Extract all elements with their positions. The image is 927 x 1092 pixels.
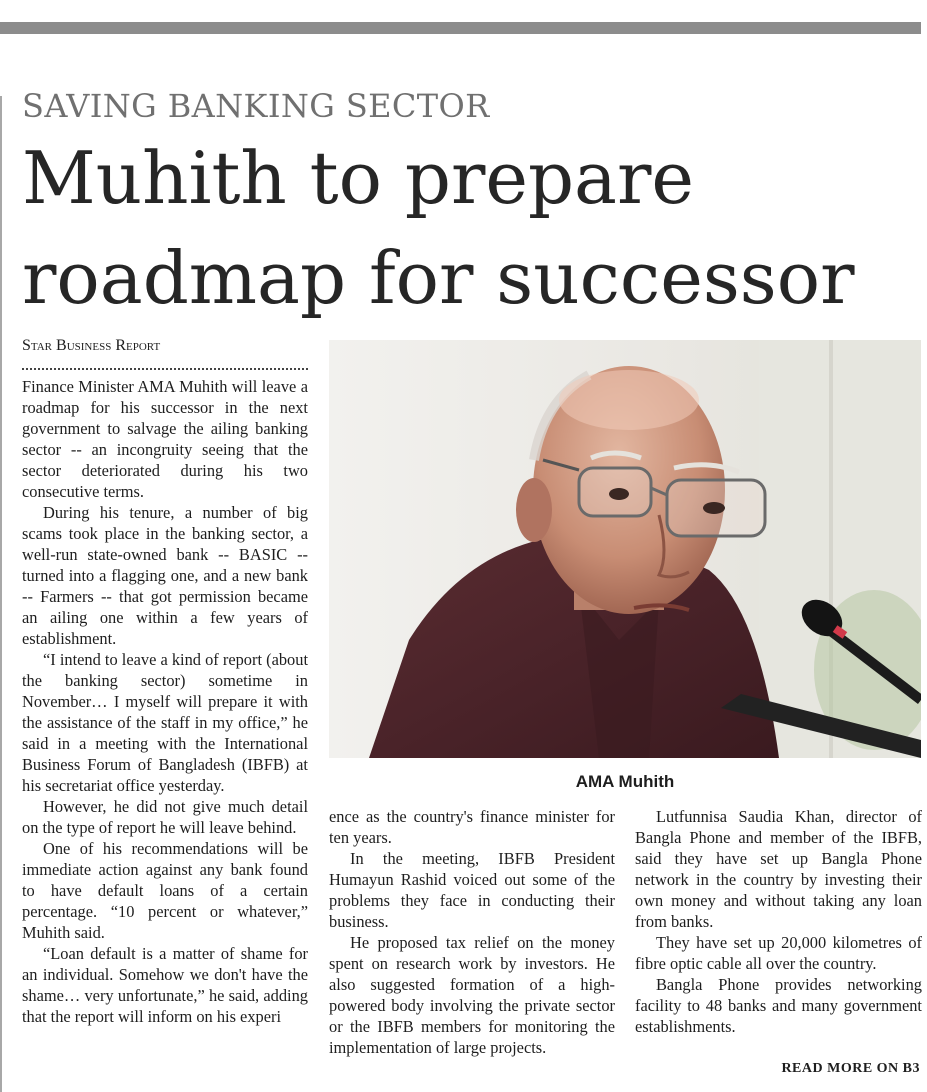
paragraph: ence as the country's finance minister for ten years. [329, 807, 615, 847]
article-column-3 [635, 806, 922, 1037]
paragraph: Finance Minister AMA Muhith will leave a roadmap for his successor in the next government to salvage the ailing banking sector -- an incongruity seeing that the sector deteriorated during his two consecutive terms. [22, 377, 308, 501]
paragraph: Lutfunnisa Saudia Khan, director of Bangla Phone and member of the IBFB, said they have set up Bangla Phone network in the country by investing their own money and without taking any loan from banks. [635, 807, 922, 931]
paragraph: Bangla Phone provides networking facility to 48 banks and many government establishments. [635, 975, 922, 1036]
paragraph: They have set up 20,000 kilometres of fibre optic cable all over the country. [635, 933, 922, 973]
headline-line-2: roadmap for successor [22, 236, 855, 320]
paragraph: In the meeting, IBFB President Humayun Rashid voiced out some of the problems they face in conducting their business. [329, 849, 615, 931]
article-column-1 [22, 376, 308, 1027]
paragraph: During his tenure, a number of big scams took place in the banking sector, a well-run state-owned bank -- BASIC -- turned into a flagging one, and a new bank -- Farmers -- that got permission became an ailing one within a few years of establishment. [22, 503, 308, 648]
portrait-illustration [329, 340, 921, 758]
article-column-2 [329, 806, 615, 1058]
paragraph: He proposed tax relief on the money spent on research work by investors. He also suggested formation of a high-powered body involving the private sector or the IBFB members for monitoring the implementation of large projects. [329, 933, 615, 1057]
byline-divider [22, 368, 308, 370]
read-more-link[interactable]: READ MORE ON B3 [781, 1061, 920, 1076]
left-rule [0, 96, 2, 1092]
article-photo [329, 340, 921, 758]
byline: Star Business Report [22, 337, 161, 354]
paragraph: However, he did not give much detail on the type of report he will leave behind. [22, 797, 308, 837]
kicker: SAVING BANKING SECTOR [22, 87, 490, 125]
top-rule [0, 22, 921, 34]
photo-caption: AMA Muhith [575, 772, 675, 791]
headline-line-1: Muhith to prepare [22, 136, 695, 220]
paragraph: One of his recommendations will be immediate action against any bank found to have default loans of a certain percentage. “10 percent or whatever,” Muhith said. [22, 839, 308, 942]
paragraph: “I intend to leave a kind of report (about the banking sector) sometime in November… I myself will prepare it with the assistance of the staff in my office,” he said in a meeting with the International Business Forum of Bangladesh (IBFB) at his secretariat office yesterday. [22, 650, 308, 795]
headline [22, 128, 922, 328]
paragraph: “Loan default is a matter of shame for an individual. Somehow we don't have the shame… very unfortunate,” he said, adding that the report will inform on his experi [22, 944, 308, 1026]
